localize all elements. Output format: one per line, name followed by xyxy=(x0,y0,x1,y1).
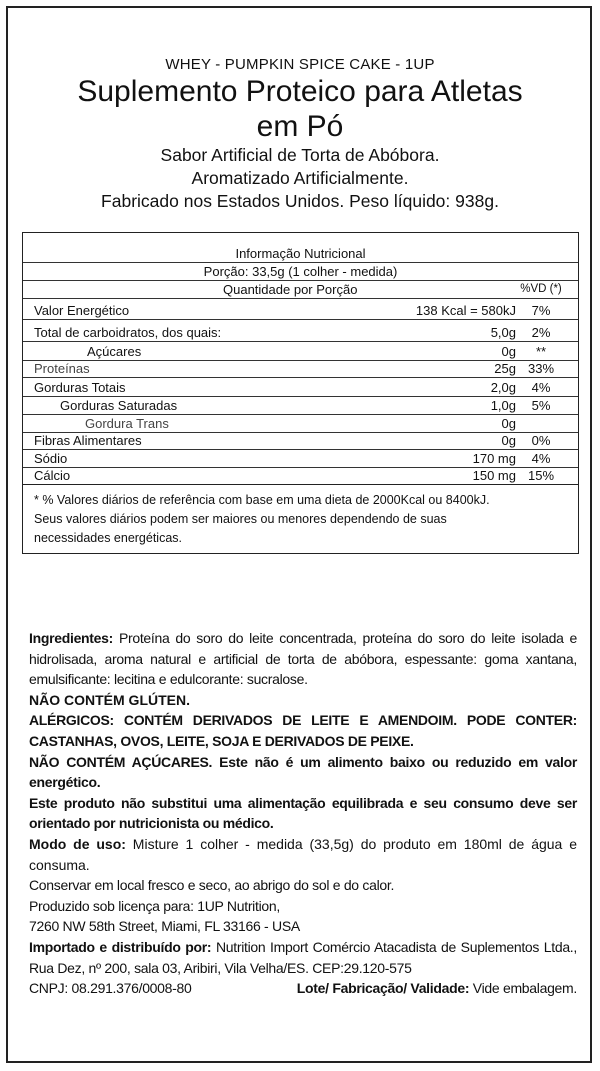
nutrition-row-saturated-fat xyxy=(23,397,578,415)
nutrition-row-energy xyxy=(23,302,578,320)
row-dv: ** xyxy=(535,344,547,359)
product-line: WHEY - PUMPKIN SPICE CAKE - 1UP xyxy=(165,56,435,73)
sugar-text: NÃO CONTÉM AÇÚCARES. Este não é um alimento baixo ou reduzido em valor energético. xyxy=(29,753,577,791)
row-dv: 4% xyxy=(531,451,551,466)
importer-paragraph xyxy=(29,937,577,978)
nutrition-row-total-fat xyxy=(23,379,578,397)
row-qty: 0g xyxy=(501,433,516,448)
nutrition-row-carbs xyxy=(23,324,578,342)
warning-notice xyxy=(29,793,577,834)
flavor-text: Sabor Artificial de Torta de Abóbora. xyxy=(160,145,440,165)
label-header xyxy=(0,56,600,212)
allergen-notice xyxy=(29,710,577,751)
row-qty: 2,0g xyxy=(490,380,516,395)
nutrition-title: Informação Nutricional xyxy=(23,245,578,263)
row-label: Gorduras Saturadas xyxy=(60,398,178,413)
row-qty: 25g xyxy=(494,361,516,376)
nutrition-row-calcium xyxy=(23,467,578,485)
row-label: Cálcio xyxy=(34,468,71,483)
row-qty: 1,0g xyxy=(490,398,516,413)
row-label: Total de carboidratos, dos quais: xyxy=(34,325,222,340)
sugar-notice xyxy=(29,752,577,793)
lot-info xyxy=(297,978,577,999)
nutrition-facts-table xyxy=(22,232,579,554)
dv-header: %VD (*) xyxy=(520,283,562,295)
nutrition-row-protein xyxy=(23,360,578,378)
origin-weight-text: Fabricado nos Estados Unidos. Peso líquido: 938g. xyxy=(101,191,499,211)
row-dv: 5% xyxy=(531,398,551,413)
row-label: Açúcares xyxy=(87,344,142,359)
row-qty: 138 Kcal = 580kJ xyxy=(415,303,516,318)
lot-label: Lote/ Fabricação/ Validade: xyxy=(296,980,470,997)
row-dv: 15% xyxy=(527,468,555,483)
gluten-notice xyxy=(29,690,577,711)
row-label: Proteínas xyxy=(34,361,90,376)
row-qty: 0g xyxy=(501,344,516,359)
qty-header: Quantidade por Porção xyxy=(223,282,358,297)
warning-text: Este produto não substitui uma alimentação equilibrada e seu consumo deve ser orientado por nutricionista ou médico. xyxy=(29,794,577,832)
row-dv: 33% xyxy=(527,361,555,376)
ingredients-label: Ingredientes: xyxy=(29,630,114,646)
cnpj-lot-line xyxy=(29,978,577,999)
nutrition-row-trans-fat xyxy=(23,415,578,433)
nutrition-row-fiber xyxy=(23,432,578,450)
footnote-line: necessidades energéticas. xyxy=(34,531,183,545)
ingredients-paragraph xyxy=(29,628,577,690)
storage-text: Conservar em local fresco e seco, ao abrigo do sol e do calor. xyxy=(29,877,395,894)
product-title-line1: Suplemento Proteico para Atletas xyxy=(77,75,523,108)
row-qty: 5,0g xyxy=(490,325,516,340)
footnote-line: * % Valores diários de referência com base em uma dieta de 2000Kcal ou 8400kJ. xyxy=(34,493,490,507)
row-label: Gordura Trans xyxy=(85,416,169,431)
ingredients-text: Proteína do soro do leite concentrada, proteína do soro do leite isolada e hidrolisada, aroma natural e artificial de torta de abóbora, espessante: goma xantana, emulsificante: lecitina e edulcorante: sucralose. xyxy=(29,630,577,688)
row-label: Sódio xyxy=(34,451,68,466)
row-qty: 150 mg xyxy=(472,468,516,483)
importer-label: Importado e distribuído por: xyxy=(29,938,212,955)
nutrition-row-sodium xyxy=(23,450,578,468)
footnote-line: Seus valores diários podem ser maiores ou menores dependendo de suas xyxy=(34,512,447,526)
license-line-1: Produzido sob licença para: 1UP Nutrition, xyxy=(29,897,280,914)
gluten-text: NÃO CONTÉM GLÚTEN. xyxy=(29,691,190,708)
nutrition-portion: Porção: 33,5g (1 colher - medida) xyxy=(23,263,578,281)
usage-label: Modo de uso: xyxy=(29,835,126,852)
row-qty: 170 mg xyxy=(472,451,516,466)
aroma-text: Aromatizado Artificialmente. xyxy=(191,168,409,188)
importer-text: Nutrition Import Comércio Atacadista de Suplementos Ltda., Rua Dez, nº 200, sala 03, Aribiri, Vila Velha/ES. CEP:29.120-575 xyxy=(29,938,577,976)
cnpj-text: CNPJ: 08.291.376/0008-80 xyxy=(29,980,192,997)
row-dv: 2% xyxy=(531,325,551,340)
nutrition-footnote xyxy=(34,491,574,548)
row-label: Fibras Alimentares xyxy=(34,433,142,448)
usage-text: Misture 1 colher - medida (33,5g) do produto em 180ml de água e consuma. xyxy=(29,835,577,873)
license-line-2: 7260 NW 58th Street, Miami, FL 33166 - USA xyxy=(29,918,300,935)
row-dv: 0% xyxy=(531,433,551,448)
lot-text: Vide embalagem. xyxy=(472,980,577,997)
row-dv: 7% xyxy=(531,303,551,318)
row-label: Gorduras Totais xyxy=(34,380,126,395)
row-label: Valor Energético xyxy=(34,303,130,318)
nutrition-row-sugars xyxy=(23,343,578,361)
usage-paragraph xyxy=(29,834,577,875)
row-qty: 0g xyxy=(501,416,516,431)
row-dv: 4% xyxy=(531,380,551,395)
nutrition-header-row xyxy=(23,281,578,299)
product-info-block xyxy=(29,628,577,999)
allergen-text: ALÉRGICOS: CONTÉM DERIVADOS DE LEITE E AMENDOIM. PODE CONTER: CASTANHAS, OVOS, LEITE, SOJA E DERIVADOS DE PEIXE. xyxy=(29,712,577,749)
product-title-line2: em Pó xyxy=(256,110,344,143)
